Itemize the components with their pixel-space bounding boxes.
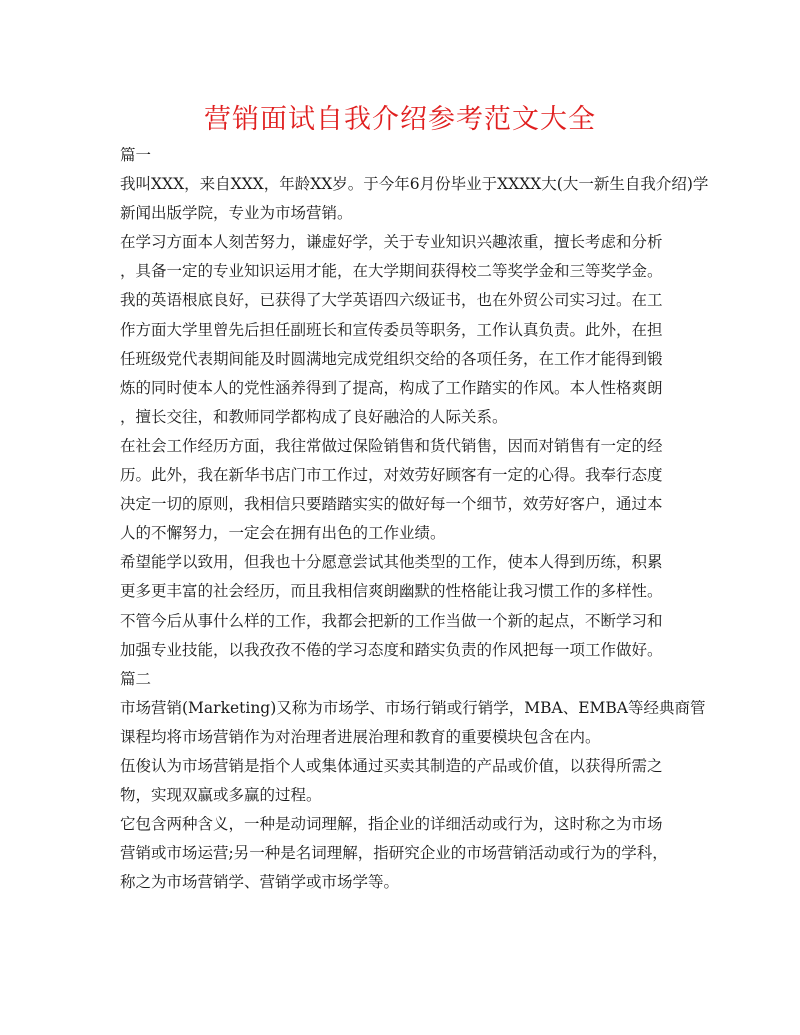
text-line: 历。此外，我在新华书店门市工作过，对效劳好顾客有一定的心得。我奉行态度 <box>120 466 663 485</box>
text-line: 我叫XXX，来自XXX，年龄XX岁。于今年6月份毕业于XXXX大(大一新生自我介绍)学 <box>120 175 709 194</box>
text-line: 在社会工作经历方面，我往常做过保险销售和货代销售，因而对销售有一定的经 <box>120 436 663 455</box>
text-line: 营销或市场运营;另一种是名词理解，指研究企业的市场营销活动或行为的学科， <box>120 844 668 863</box>
text-line: 市场营销(Marketing)又称为市场学、市场行销或行销学，MBA、EMBA等经典商管 <box>120 698 706 717</box>
text-line: ，具备一定的专业知识运用才能，在大学期间获得校二等奖学金和三等奖学金。 <box>120 262 663 281</box>
text-line: 课程均将市场营销作为对治理者进展治理和教育的重要模块包含在内。 <box>120 727 601 746</box>
text-line: 人的不懈努力，一定会在拥有出色的工作业绩。 <box>120 524 446 543</box>
text-line: 更多更丰富的社会经历，而且我相信爽朗幽默的性格能让我习惯工作的多样性。 <box>120 582 663 601</box>
text-line: 希望能学以致用，但我也十分愿意尝试其他类型的工作，使本人得到历练，积累 <box>120 553 663 572</box>
text-line: 在学习方面本人刻苦努力，谦虚好学，关于专业知识兴趣浓重，擅长考虑和分析 <box>120 233 663 252</box>
text-line: 炼的同时使本人的党性涵养得到了提高，构成了工作踏实的作风。本人性格爽朗 <box>120 378 663 397</box>
text-line: 物，实现双赢或多赢的过程。 <box>120 786 322 805</box>
document-title: 营销面试自我介绍参考范文大全 <box>204 104 596 135</box>
text-line: 伍俊认为市场营销是指个人或集体通过买卖其制造的产品或价值，以获得所需之 <box>120 756 663 775</box>
section-heading-2: 篇二 <box>120 669 152 688</box>
text-line: 加强专业技能，以我孜孜不倦的学习态度和踏实负责的作风把每一项工作做好。 <box>120 640 663 659</box>
text-line: 不管今后从事什么样的工作，我都会把新的工作当做一个新的起点，不断学习和 <box>120 611 663 630</box>
text-line: 任班级党代表期间能及时圆满地完成党组织交给的各项任务，在工作才能得到锻 <box>120 349 663 368</box>
document-body <box>120 141 709 897</box>
text-line: 称之为市场营销学、营销学或市场学等。 <box>120 873 400 892</box>
text-line: 我的英语根底良好，已获得了大学英语四六级证书，也在外贸公司实习过。在工 <box>120 291 663 310</box>
section-heading-1: 篇一 <box>120 146 152 164</box>
text-line: 新闻出版学院，专业为市场营销。 <box>120 204 353 223</box>
text-line: 它包含两种含义，一种是动词理解，指企业的详细活动或行为，这时称之为市场 <box>120 815 663 834</box>
text-line: 作方面大学里曾先后担任副班长和宣传委员等职务，工作认真负责。此外，在担 <box>120 320 663 339</box>
text-line: 决定一切的原则，我相信只要踏踏实实的做好每一个细节，效劳好客户，通过本 <box>120 495 663 514</box>
text-line: ，擅长交往，和教师同学都构成了良好融洽的人际关系。 <box>120 407 508 426</box>
